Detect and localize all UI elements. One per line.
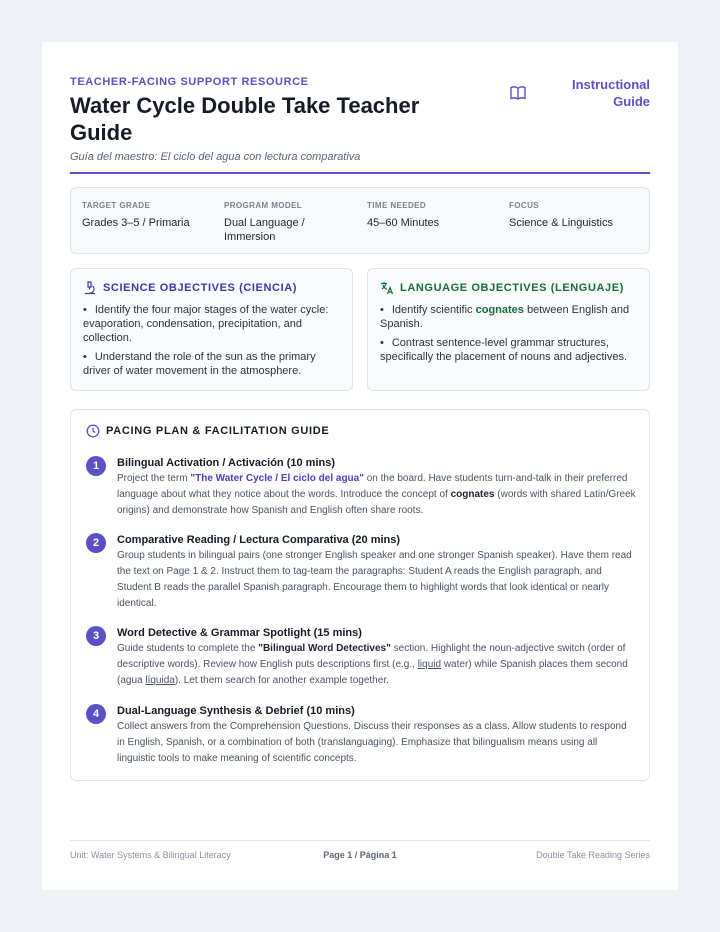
- step-number: 4: [86, 704, 106, 724]
- step-number: 3: [86, 626, 106, 646]
- step-text: Group students in bilingual pairs (one stronger English speaker and one stronger Spanish speaker). Have them read the text on Page 1 & 2. Instruct them to tag-team the paragraphs: Student A reads the English paragraph, and Student B reads the parallel Spanish paragraph. Encourage them to highlight words that look identical or nearly identical.: [117, 550, 632, 609]
- document-type: [510, 76, 650, 110]
- step-2: [86, 533, 636, 612]
- meta-program-model: [224, 201, 334, 244]
- document-type-label: Instructional Guide: [571, 77, 650, 109]
- cognates-term: cognates: [450, 489, 495, 500]
- meta-value: Dual Language / Immersion: [224, 217, 305, 243]
- meta-value: Grades 3–5 / Primaria: [82, 217, 190, 229]
- step-title: Bilingual Activation / Activación (10 mins): [117, 457, 336, 469]
- liquid-term: liquid: [417, 659, 442, 670]
- meta-label: FOCUS: [509, 201, 539, 210]
- language-heading-text: LANGUAGE OBJECTIVES (LENGUAJE): [400, 282, 624, 294]
- science-heading-text: SCIENCE OBJECTIVES (CIENCIA): [103, 282, 298, 294]
- translate-icon: [380, 281, 394, 295]
- text-run: section. Highlight the noun-adjective switch (order of descriptive words). Review how English puts descriptions first (e.g.,: [117, 643, 626, 670]
- pacing-heading-text: PACING PLAN & FACILITATION GUIDE: [106, 425, 330, 437]
- text-run: between English and Spanish.: [380, 304, 630, 330]
- page: [42, 42, 678, 890]
- meta-focus: [509, 201, 639, 230]
- language-objectives-heading: [380, 281, 637, 295]
- footer-page-number: Page 1 / Página 1: [323, 850, 397, 860]
- meta-label: TIME NEEDED: [367, 201, 427, 210]
- science-objectives-card: [70, 268, 353, 391]
- footer-series: Double Take Reading Series: [536, 850, 650, 860]
- text-run: Project the term: [117, 473, 191, 484]
- step-text: [117, 641, 636, 689]
- science-objectives-list: [83, 303, 340, 378]
- step-number: 1: [86, 456, 106, 476]
- meta-label: PROGRAM MODEL: [224, 201, 303, 210]
- step-number: 2: [86, 533, 106, 553]
- list-item: • Understand the role of the sun as the primary driver of water movement in the atmosphere.: [83, 350, 340, 378]
- eyebrow: TEACHER-FACING SUPPORT RESOURCE: [70, 76, 309, 88]
- step-4: [86, 704, 636, 767]
- pacing-heading: [86, 424, 634, 438]
- pacing-guide: [70, 409, 650, 781]
- book-icon: [510, 86, 526, 100]
- text-run: ). Let them search for another example together.: [174, 675, 389, 686]
- meta-target-grade: [82, 201, 212, 230]
- footer: [70, 840, 650, 860]
- list-item: [380, 303, 637, 331]
- text-run: (words with shared Latin/Greek origins) and demonstrate how Spanish and English often share roots.: [117, 489, 636, 516]
- page-title: Water Cycle Double Take Teacher Guide: [70, 93, 420, 145]
- text-run: Guide students to complete the: [117, 643, 259, 654]
- water-cycle-term: "The Water Cycle / El ciclo del agua": [190, 473, 364, 484]
- text-run: water) while Spanish places them second (agua: [117, 659, 628, 686]
- step-1: [86, 456, 636, 519]
- step-title: Dual-Language Synthesis & Debrief (10 mins): [117, 705, 355, 717]
- text-run: Identify scientific: [391, 304, 476, 316]
- list-item: • Identify the four major stages of the water cycle: evaporation, condensation, precipitation, and collection.: [83, 303, 340, 345]
- text-run: on the board. Have students turn-and-talk in their preferred language about what they notice about the words. Introduce the concept of: [117, 473, 628, 500]
- clock-icon: [86, 424, 100, 438]
- step-3: [86, 626, 636, 689]
- language-objectives-card: [367, 268, 650, 391]
- language-objectives-list: [380, 303, 637, 364]
- step-title: Word Detective & Grammar Spotlight (15 mins): [117, 627, 362, 639]
- meta-value: 45–60 Minutes: [367, 217, 440, 229]
- meta-time-needed: [367, 201, 497, 230]
- meta-panel: [70, 187, 650, 254]
- step-text: Collect answers from the Comprehension Questions. Discuss their responses as a class. Allow students to respond in English, Spanish, or a combination of both (translanguaging). Emphasize that bilingualism means using all linguistic tools to make meaning of scientific concepts.: [117, 721, 627, 764]
- word-detectives-term: "Bilingual Word Detectives": [258, 643, 391, 654]
- step-text: [117, 471, 636, 519]
- step-title: Comparative Reading / Lectura Comparativa (20 mins): [117, 534, 401, 546]
- science-objectives-heading: [83, 281, 340, 295]
- microscope-icon: [83, 281, 97, 295]
- list-item: • Contrast sentence-level grammar structures, specifically the placement of nouns and adjectives.: [380, 336, 637, 364]
- footer-unit: Unit: Water Systems & Bilingual Literacy: [70, 850, 231, 860]
- cognates-highlight: cognates: [475, 304, 524, 316]
- page-subtitle: Guía del maestro: El ciclo del agua con lectura comparativa: [70, 151, 361, 163]
- meta-label: TARGET GRADE: [82, 201, 151, 210]
- meta-value: Science & Linguistics: [509, 217, 613, 229]
- liquida-term: líquida: [145, 675, 175, 686]
- header: [70, 76, 650, 174]
